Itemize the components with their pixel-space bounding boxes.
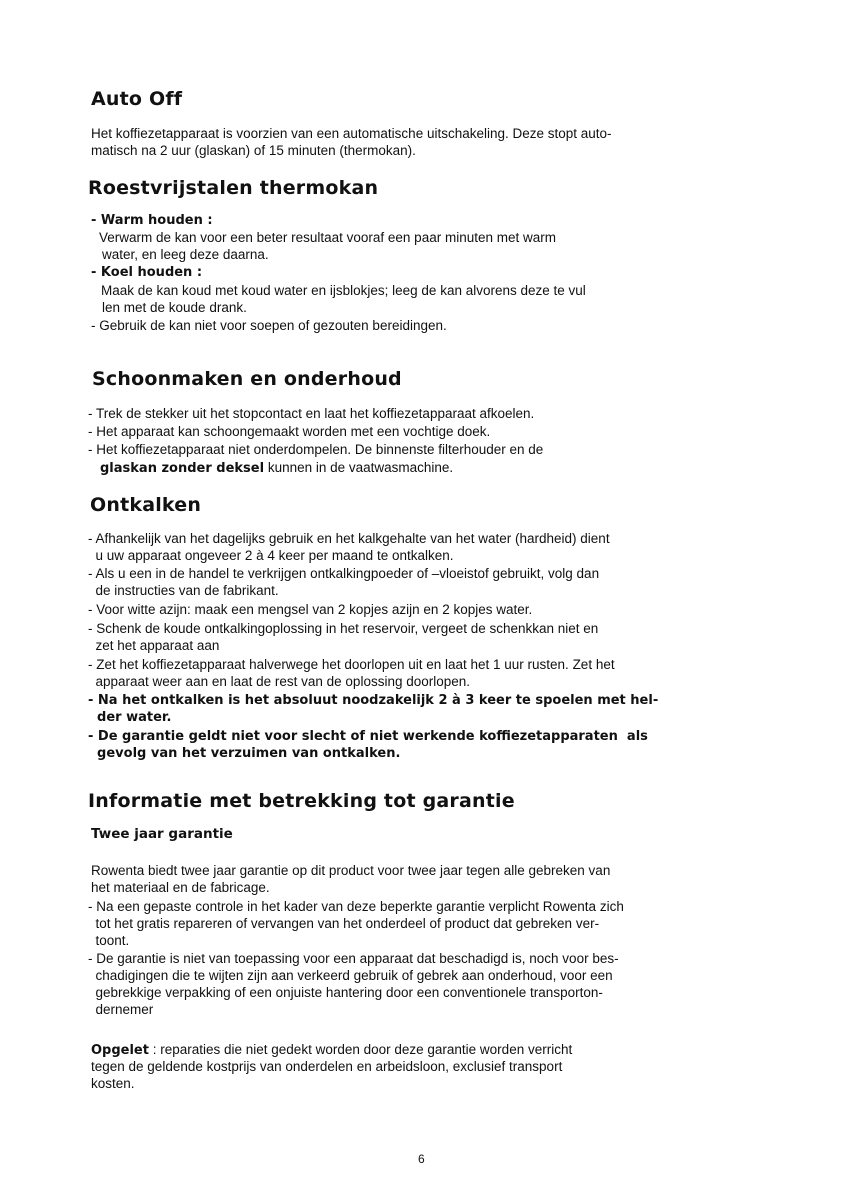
subheading-twee-jaar: Twee jaar garantie (91, 826, 233, 842)
ontkalken-line: - Schenk de koude ontkalkingoplossing in het reservoir, vergeet de schenkkan niet en (88, 621, 599, 636)
opgelet-line: tegen de geldende kostprijs van onderdelen en arbeidsloon, exclusief transport (91, 1059, 563, 1074)
koel-houden-line: Maak de kan koud met koud water en ijsblokjes; leeg de kan alvorens deze te vul (101, 283, 586, 298)
ontkalken-line: - Zet het koffiezetapparaat halverwege het doorlopen uit en laat het 1 uur rusten. Zet het (88, 657, 615, 672)
ontkalken-line: zet het apparaat aan (88, 638, 220, 653)
ontkalken-line: apparaat weer aan en laat de rest van de oplossing doorlopen. (88, 674, 471, 689)
ontkalken-bold-line: der water. (88, 710, 172, 725)
auto-off-line: matisch na 2 uur (glaskan) of 15 minuten (thermokan). (91, 143, 416, 158)
warm-houden-line: water, en leeg deze daarna. (102, 247, 269, 262)
opgelet-line (91, 1041, 572, 1059)
glaskan-bold-text: glaskan zonder deksel (100, 461, 265, 476)
ontkalken-bold-line: - De garantie geldt niet voor slecht of niet werkende koffiezetapparaten als (88, 729, 648, 744)
koel-houden-line: len met de koude drank. (102, 300, 247, 315)
koel-houden-label: - Koel houden : (91, 265, 203, 280)
garantie-line: gebrekkige verpakking of een onjuiste hantering door een conventionele transporton- (88, 985, 603, 1000)
garantie-line: toont. (88, 933, 130, 948)
garantie-line: tot het gratis repareren of vervangen van het onderdeel of product dat gebreken ver- (88, 916, 600, 931)
ontkalken-line: - Afhankelijk van het dagelijks gebruik en het kalkgehalte van het water (hardheid) dient (88, 531, 610, 546)
garantie-line: het materiaal en de fabricage. (91, 880, 270, 895)
heading-thermokan: Roestvrijstalen thermokan (88, 177, 379, 199)
heading-schoonmaken: Schoonmaken en onderhoud (92, 368, 402, 390)
opgelet-text: : reparaties die niet gedekt worden door deze garantie worden verricht (148, 1042, 573, 1057)
schoonmaken-line: - Trek de stekker uit het stopcontact en laat het koffiezetapparaat afkoelen. (88, 406, 535, 421)
opgelet-line: kosten. (91, 1076, 135, 1091)
ontkalken-line: - Als u een in de handel te verkrijgen ontkalkingpoeder of –vloeistof gebruikt, volg dan (88, 566, 600, 581)
opgelet-label: Opgelet (91, 1043, 149, 1058)
garantie-line: chadigingen die te wijten zijn aan verkeerd gebruik of gebrek aan onderhoud, voor een (88, 968, 613, 983)
warm-houden-line: Verwarm de kan voor een beter resultaat vooraf een paar minuten met warm (99, 230, 556, 245)
garantie-line: - De garantie is niet van toepassing voor een apparaat dat beschadigd is, noch voor bes- (88, 951, 619, 966)
heading-ontkalken: Ontkalken (90, 494, 202, 516)
schoonmaken-line: - Het koffiezetapparaat niet onderdompelen. De binnenste filterhouder en de (88, 442, 544, 457)
ontkalken-bold-line: - Na het ontkalken is het absoluut noodzakelijk 2 à 3 keer te spoelen met hel- (88, 693, 659, 708)
heading-garantie: Informatie met betrekking tot garantie (88, 790, 515, 812)
thermokan-last-line: - Gebruik de kan niet voor soepen of gezouten bereidingen. (91, 318, 447, 333)
heading-auto-off: Auto Off (91, 88, 183, 110)
garantie-line: - Na een gepaste controle in het kader van deze beperkte garantie verplicht Rowenta zich (88, 899, 624, 914)
ontkalken-bold-line: gevolg van het verzuimen van ontkalken. (88, 746, 401, 761)
ontkalken-line: u uw apparaat ongeveer 2 à 4 keer per maand te ontkalken. (88, 548, 454, 563)
ontkalken-line: - Voor witte azijn: maak een mengsel van 2 kopjes azijn en 2 kopjes water. (88, 602, 533, 617)
schoonmaken-line: - Het apparaat kan schoongemaakt worden met een vochtige doek. (88, 424, 491, 439)
warm-houden-label: - Warm houden : (91, 213, 213, 228)
ontkalken-line: de instructies van de fabrikant. (88, 583, 279, 598)
garantie-line: dernemer (88, 1002, 154, 1017)
auto-off-line: Het koffiezetapparaat is voorzien van een automatische uitschakeling. Deze stopt auto- (91, 126, 612, 141)
vaatwas-text: kunnen in de vaatwasmachine. (264, 460, 454, 475)
page-number: 6 (418, 1152, 425, 1166)
garantie-line: Rowenta biedt twee jaar garantie op dit product voor twee jaar tegen alle gebreken van (91, 863, 611, 878)
schoonmaken-last-line (100, 459, 453, 477)
